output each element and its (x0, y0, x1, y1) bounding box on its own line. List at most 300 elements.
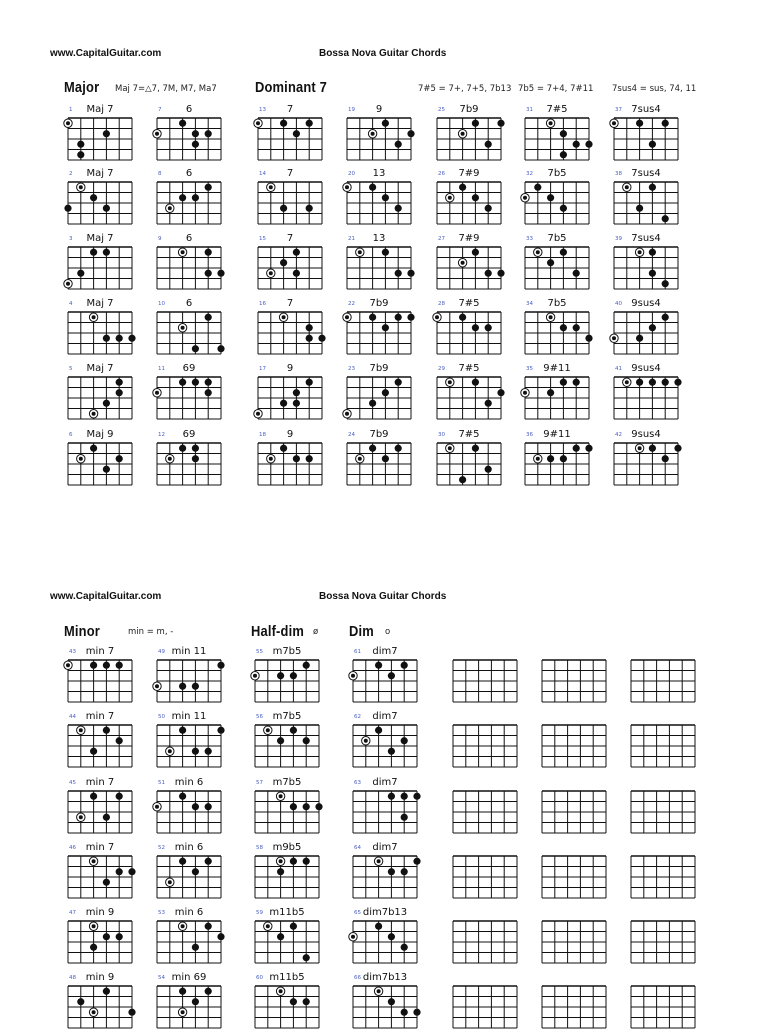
root-marker-dot (168, 880, 172, 884)
chord-diagram (436, 233, 521, 294)
chord-fretboard (67, 311, 133, 355)
finger-dot (388, 998, 395, 1005)
finger-dot (90, 194, 97, 201)
chord-diagram (352, 842, 437, 903)
blank-chord-grid (541, 985, 607, 1033)
finger-dot (413, 858, 420, 865)
chord-fretboard (352, 724, 418, 768)
chord-number: 62 (354, 714, 361, 720)
finger-dot (472, 379, 479, 386)
chord-fretboard (67, 985, 133, 1029)
finger-dot (497, 120, 504, 127)
chord-fretboard (67, 659, 133, 703)
chord-number: 6 (69, 432, 73, 438)
site-url[interactable]: www.CapitalGuitar.com (50, 591, 162, 602)
blank-fretboard (452, 724, 518, 768)
blank-chord-grid (630, 790, 696, 838)
root-marker-dot (269, 185, 273, 189)
finger-dot (401, 662, 408, 669)
chord-fretboard (67, 790, 133, 834)
chord-name: Maj 7 (86, 168, 114, 179)
chord-diagram (156, 429, 241, 490)
chord-name: 7 (286, 104, 294, 115)
finger-dot (560, 324, 567, 331)
chord-diagram (436, 298, 521, 359)
chord-fretboard (254, 659, 320, 703)
finger-dot (280, 400, 287, 407)
finger-dot (382, 249, 389, 256)
finger-dot (485, 205, 492, 212)
chord-number: 7 (158, 107, 162, 113)
finger-dot (217, 270, 224, 277)
finger-dot (375, 923, 382, 930)
chord-name: 7 (286, 298, 294, 309)
chord-diagram (613, 233, 698, 294)
finger-dot (192, 944, 199, 951)
finger-dot (534, 184, 541, 191)
finger-dot (306, 324, 313, 331)
chord-number: 11 (158, 366, 165, 372)
chord-number: 66 (354, 975, 361, 981)
root-marker-dot (279, 859, 283, 863)
finger-dot (303, 858, 310, 865)
chord-diagram (67, 233, 152, 294)
finger-dot (192, 998, 199, 1005)
chord-name: 7sus4 (631, 104, 661, 115)
blank-chord-grid (630, 985, 696, 1033)
finger-dot (280, 259, 287, 266)
finger-dot (382, 324, 389, 331)
finger-dot (306, 120, 313, 127)
chord-diagram (613, 168, 698, 229)
chord-fretboard (524, 376, 590, 420)
chord-fretboard (257, 181, 323, 225)
blank-chord-grid (452, 659, 518, 707)
chord-fretboard (613, 181, 679, 225)
chord-number: 38 (615, 171, 622, 177)
finger-dot (103, 130, 110, 137)
finger-dot (293, 130, 300, 137)
chord-number: 53 (158, 910, 165, 916)
chord-diagram (254, 646, 339, 707)
dominant-note-3: 7sus4 = sus, 74, 11 (612, 84, 697, 94)
chord-diagram (352, 907, 437, 968)
finger-dot (205, 130, 212, 137)
finger-dot (674, 379, 681, 386)
chord-fretboard (352, 659, 418, 703)
blank-fretboard (541, 920, 607, 964)
chord-name: m11b5 (269, 907, 305, 918)
chord-fretboard (156, 920, 222, 964)
chord-number: 26 (438, 171, 445, 177)
root-marker-dot (168, 457, 172, 461)
chord-name: m7b5 (272, 646, 302, 657)
chord-number: 44 (69, 714, 76, 720)
root-marker-dot (377, 989, 381, 993)
chord-number: 13 (259, 107, 266, 113)
chord-name: Maj 7 (86, 104, 114, 115)
finger-dot (90, 944, 97, 951)
finger-dot (306, 455, 313, 462)
blank-chord-grid (630, 659, 696, 707)
chord-number: 55 (256, 649, 263, 655)
root-marker-dot (181, 326, 185, 330)
chord-fretboard (257, 311, 323, 355)
finger-dot (290, 672, 297, 679)
finger-dot (179, 194, 186, 201)
finger-dot (293, 455, 300, 462)
root-marker-dot (638, 250, 642, 254)
root-marker-dot (536, 250, 540, 254)
blank-chord-grid (541, 724, 607, 772)
finger-dot (401, 793, 408, 800)
finger-dot (280, 205, 287, 212)
section-title-half-dim: Half-dim (251, 623, 304, 640)
chord-diagram (613, 429, 698, 490)
finger-dot (369, 184, 376, 191)
finger-dot (192, 683, 199, 690)
chord-name: 7#9 (458, 168, 480, 179)
root-marker-dot (92, 924, 96, 928)
chord-number: 14 (259, 171, 266, 177)
finger-dot (179, 120, 186, 127)
chord-number: 24 (348, 432, 355, 438)
chord-number: 65 (354, 910, 361, 916)
chord-fretboard (524, 181, 590, 225)
finger-dot (401, 814, 408, 821)
finger-dot (290, 727, 297, 734)
root-marker-dot (435, 315, 439, 319)
finger-dot (192, 194, 199, 201)
finger-dot (401, 944, 408, 951)
chord-diagram (156, 363, 241, 424)
root-marker-dot (345, 412, 349, 416)
root-marker-dot (92, 315, 96, 319)
chord-fretboard (156, 724, 222, 768)
blank-fretboard (452, 920, 518, 964)
chord-fretboard (613, 311, 679, 355)
root-marker-dot (461, 132, 465, 136)
finger-dot (90, 748, 97, 755)
chord-fretboard (67, 855, 133, 899)
finger-dot (77, 141, 84, 148)
finger-dot (413, 793, 420, 800)
root-marker-dot (523, 391, 527, 395)
finger-dot (401, 868, 408, 875)
root-marker-dot (358, 250, 362, 254)
finger-dot (103, 466, 110, 473)
chord-diagram (254, 842, 339, 903)
section-title-dominant: Dominant 7 (255, 79, 327, 96)
finger-dot (662, 120, 669, 127)
chord-fretboard (524, 117, 590, 161)
finger-dot (649, 270, 656, 277)
chord-name: dim7 (372, 842, 398, 853)
chord-number: 40 (615, 301, 622, 307)
chord-number: 52 (158, 845, 165, 851)
finger-dot (179, 793, 186, 800)
chord-number: 37 (615, 107, 622, 113)
chord-name: Maj 7 (86, 363, 114, 374)
chord-number: 29 (438, 366, 445, 372)
root-marker-dot (351, 935, 355, 939)
finger-dot (103, 988, 110, 995)
finger-dot (192, 803, 199, 810)
finger-dot (205, 988, 212, 995)
finger-dot (103, 400, 110, 407)
finger-dot (662, 314, 669, 321)
blank-chord-grid (630, 724, 696, 772)
finger-dot (179, 988, 186, 995)
finger-dot (217, 933, 224, 940)
finger-dot (179, 445, 186, 452)
finger-dot (662, 455, 669, 462)
chord-name: 7b5 (547, 298, 567, 309)
finger-dot (277, 933, 284, 940)
finger-dot (485, 400, 492, 407)
chord-diagram (524, 168, 609, 229)
root-marker-dot (377, 859, 381, 863)
finger-dot (395, 314, 402, 321)
chord-name: 9sus4 (631, 363, 661, 374)
finger-dot (192, 345, 199, 352)
chord-diagram (156, 298, 241, 359)
chord-number: 21 (348, 236, 355, 242)
chord-fretboard (352, 920, 418, 964)
chord-diagram (156, 842, 241, 903)
finger-dot (277, 672, 284, 679)
chord-number: 47 (69, 910, 76, 916)
chord-fretboard (352, 790, 418, 834)
finger-dot (116, 793, 123, 800)
finger-dot (649, 184, 656, 191)
finger-dot (303, 803, 310, 810)
chord-name: 9 (286, 429, 294, 440)
blank-chord-grid (541, 920, 607, 968)
chord-diagram (257, 363, 342, 424)
finger-dot (179, 727, 186, 734)
chord-fretboard (156, 117, 222, 161)
root-marker-dot (168, 749, 172, 753)
chord-diagram (613, 104, 698, 165)
chord-fretboard (156, 985, 222, 1029)
chord-diagram (346, 104, 431, 165)
chord-number: 34 (526, 301, 533, 307)
finger-dot (472, 194, 479, 201)
chord-diagram (524, 298, 609, 359)
finger-dot (192, 130, 199, 137)
finger-dot (192, 141, 199, 148)
chord-fretboard (156, 246, 222, 290)
root-marker-dot (549, 315, 553, 319)
finger-dot (649, 445, 656, 452)
dominant-note-2: 7b5 = 7+4, 7#11 (518, 84, 594, 94)
chord-number: 33 (526, 236, 533, 242)
root-marker-dot (351, 674, 355, 678)
chord-fretboard (436, 181, 502, 225)
chord-fretboard (67, 181, 133, 225)
root-marker-dot (364, 739, 368, 743)
chord-number: 60 (256, 975, 263, 981)
chord-name: 7b9 (369, 298, 389, 309)
finger-dot (395, 205, 402, 212)
chord-fretboard (524, 246, 590, 290)
finger-dot (217, 345, 224, 352)
blank-chord-grid (541, 659, 607, 707)
finger-dot (636, 379, 643, 386)
finger-dot (547, 389, 554, 396)
finger-dot (662, 379, 669, 386)
finger-dot (382, 455, 389, 462)
root-marker-dot (79, 728, 83, 732)
finger-dot (90, 249, 97, 256)
finger-dot (560, 151, 567, 158)
chord-fretboard (436, 117, 502, 161)
chord-name: min 7 (85, 842, 115, 853)
finger-dot (375, 662, 382, 669)
chord-diagram (67, 429, 152, 490)
chord-diagram (257, 429, 342, 490)
chord-diagram (436, 363, 521, 424)
chord-name: 6 (185, 233, 193, 244)
finger-dot (382, 120, 389, 127)
chord-name: 6 (185, 298, 193, 309)
chord-name: 6 (185, 168, 193, 179)
finger-dot (128, 1009, 135, 1016)
finger-dot (64, 205, 71, 212)
chord-name: 13 (372, 168, 386, 179)
finger-dot (103, 249, 110, 256)
finger-dot (388, 868, 395, 875)
finger-dot (116, 335, 123, 342)
blank-fretboard (541, 985, 607, 1029)
finger-dot (116, 737, 123, 744)
root-marker-dot (155, 391, 159, 395)
finger-dot (103, 205, 110, 212)
chord-name: 7sus4 (631, 233, 661, 244)
blank-chord-grid (630, 920, 696, 968)
chord-fretboard (257, 117, 323, 161)
section-title-minor: Minor (64, 623, 100, 640)
chord-number: 56 (256, 714, 263, 720)
blank-chord-grid (541, 790, 607, 838)
chord-diagram (156, 711, 241, 772)
chord-number: 22 (348, 301, 355, 307)
finger-dot (280, 445, 287, 452)
chord-diagram (254, 972, 339, 1033)
chord-number: 2 (69, 171, 73, 177)
finger-dot (293, 270, 300, 277)
finger-dot (674, 445, 681, 452)
chord-number: 31 (526, 107, 533, 113)
chord-diagram (257, 298, 342, 359)
chord-diagram (156, 233, 241, 294)
root-marker-dot (92, 412, 96, 416)
finger-dot (497, 389, 504, 396)
finger-dot (280, 120, 287, 127)
finger-dot (318, 335, 325, 342)
chord-number: 5 (69, 366, 73, 372)
chord-diagram (524, 429, 609, 490)
chord-number: 39 (615, 236, 622, 242)
finger-dot (649, 379, 656, 386)
finger-dot (585, 141, 592, 148)
chord-name: Maj 7 (86, 233, 114, 244)
chord-name: dim7 (372, 711, 398, 722)
chord-fretboard (156, 376, 222, 420)
finger-dot (560, 249, 567, 256)
finger-dot (395, 141, 402, 148)
chord-number: 18 (259, 432, 266, 438)
finger-dot (388, 672, 395, 679)
root-marker-dot (345, 315, 349, 319)
chord-number: 1 (69, 107, 73, 113)
chord-name: 9 (286, 363, 294, 374)
site-url[interactable]: www.CapitalGuitar.com (50, 48, 162, 59)
chord-number: 17 (259, 366, 266, 372)
chord-name: 69 (182, 429, 196, 440)
root-marker-dot (155, 684, 159, 688)
chord-fretboard (346, 117, 412, 161)
chord-number: 4 (69, 301, 73, 307)
chord-number: 54 (158, 975, 165, 981)
root-marker-dot (279, 989, 283, 993)
chord-fretboard (254, 855, 320, 899)
chord-fretboard (254, 920, 320, 964)
chord-diagram (524, 363, 609, 424)
chord-diagram (156, 104, 241, 165)
finger-dot (485, 141, 492, 148)
chord-fretboard (524, 311, 590, 355)
finger-dot (205, 923, 212, 930)
finger-dot (290, 998, 297, 1005)
chord-number: 36 (526, 432, 533, 438)
finger-dot (485, 270, 492, 277)
chord-fretboard (346, 442, 412, 486)
chord-number: 23 (348, 366, 355, 372)
root-marker-dot (279, 794, 283, 798)
chord-diagram (67, 907, 152, 968)
finger-dot (407, 130, 414, 137)
root-marker-dot (448, 196, 452, 200)
finger-dot (573, 324, 580, 331)
chord-number: 63 (354, 780, 361, 786)
finger-dot (407, 270, 414, 277)
finger-dot (388, 933, 395, 940)
finger-dot (560, 130, 567, 137)
chord-fretboard (254, 790, 320, 834)
chord-diagram (67, 363, 152, 424)
finger-dot (192, 868, 199, 875)
finger-dot (395, 270, 402, 277)
chord-number: 32 (526, 171, 533, 177)
chord-name: min 6 (174, 907, 204, 918)
chord-name: 7b5 (547, 233, 567, 244)
finger-dot (277, 737, 284, 744)
finger-dot (205, 270, 212, 277)
chord-fretboard (352, 985, 418, 1029)
finger-dot (401, 1009, 408, 1016)
blank-fretboard (630, 855, 696, 899)
finger-dot (636, 120, 643, 127)
finger-dot (116, 455, 123, 462)
root-marker-dot (92, 1010, 96, 1014)
blank-fretboard (452, 659, 518, 703)
chord-fretboard (346, 246, 412, 290)
finger-dot (103, 335, 110, 342)
chord-diagram (67, 298, 152, 359)
chord-diagram (67, 104, 152, 165)
